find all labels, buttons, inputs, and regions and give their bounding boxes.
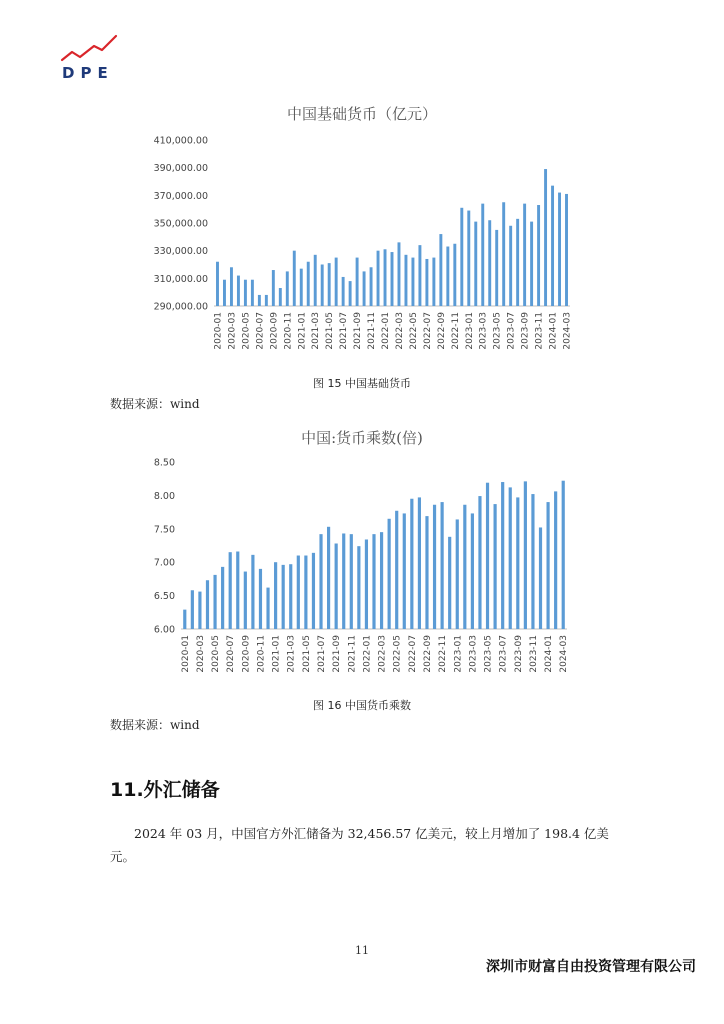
bar — [350, 534, 353, 629]
x-tick-label: 2023-09 — [513, 635, 524, 673]
x-tick-label: 2022-11 — [450, 312, 461, 350]
x-tick-label: 2020-05 — [241, 312, 252, 350]
logo-text: DPE — [62, 64, 114, 82]
bar — [403, 513, 406, 629]
bar — [221, 567, 224, 629]
x-tick-label: 2023-03 — [478, 312, 489, 350]
bar — [509, 487, 512, 629]
section-paragraph: 2024 年 03 月，中国官方外汇储备为 32,456.57 亿美元，较上月增加了 198.4 亿美元。 — [110, 826, 609, 864]
x-tick-label: 2022-01 — [381, 312, 392, 350]
x-tick-label: 2020-03 — [227, 312, 238, 350]
x-tick-label: 2020-03 — [195, 635, 206, 673]
bar — [266, 588, 269, 629]
y-tick-label: 310,000.00 — [153, 273, 208, 285]
x-tick-label: 2023-07 — [498, 635, 509, 673]
bar — [251, 555, 254, 629]
x-tick-label: 2022-05 — [392, 635, 403, 673]
x-tick-label: 2020-09 — [241, 635, 252, 673]
x-tick-label: 2023-05 — [483, 635, 494, 673]
y-tick-label: 370,000.00 — [153, 190, 208, 202]
x-tick-label: 2021-03 — [286, 635, 297, 673]
x-tick-label: 2021-01 — [297, 312, 308, 350]
x-tick-label: 2021-11 — [347, 635, 358, 673]
bar — [478, 496, 481, 629]
bar — [418, 497, 421, 629]
x-tick-label: 2022-07 — [422, 312, 433, 350]
x-tick-label: 2022-03 — [377, 635, 388, 673]
y-tick-label: 330,000.00 — [153, 246, 208, 258]
bar — [183, 610, 186, 629]
bar — [274, 562, 277, 629]
bar — [463, 505, 466, 629]
bar — [539, 527, 542, 629]
y-tick-label: 8.00 — [153, 490, 175, 502]
x-tick-label: 2021-07 — [317, 635, 328, 673]
x-tick-label: 2021-09 — [332, 635, 343, 673]
bar — [524, 481, 527, 629]
x-tick-label: 2023-07 — [506, 312, 517, 350]
x-tick-label: 2023-03 — [468, 635, 479, 673]
bar — [456, 519, 459, 629]
x-tick-label: 2022-07 — [407, 635, 418, 673]
bar — [229, 552, 232, 629]
x-tick-label: 2021-09 — [353, 312, 364, 350]
x-tick-label: 2020-05 — [211, 635, 222, 673]
x-tick-label: 2021-11 — [367, 312, 378, 350]
bar — [554, 491, 557, 629]
x-tick-label: 2023-01 — [453, 635, 464, 673]
y-tick-label: 6.00 — [153, 624, 175, 636]
x-tick-label: 2020-11 — [256, 635, 267, 673]
bar — [244, 572, 247, 629]
bar — [365, 539, 368, 629]
bar — [198, 592, 201, 629]
bar — [531, 494, 534, 629]
x-tick-label: 2024-03 — [562, 312, 573, 350]
x-tick-label: 2020-01 — [213, 312, 224, 350]
page-number: 11 — [355, 944, 369, 957]
bar — [546, 502, 549, 629]
x-tick-label: 2023-01 — [464, 312, 475, 350]
data-source-1: 数据来源：wind — [110, 397, 200, 411]
bar — [448, 537, 451, 629]
y-tick-label: 410,000.00 — [153, 135, 208, 147]
bar — [410, 499, 413, 629]
bar — [342, 533, 345, 629]
bar — [191, 590, 194, 629]
bar — [380, 532, 383, 629]
bar — [206, 580, 209, 629]
bar — [282, 565, 285, 629]
bar — [433, 505, 436, 629]
x-tick-label: 2020-09 — [269, 312, 280, 350]
y-tick-label: 390,000.00 — [153, 163, 208, 175]
bar — [213, 575, 216, 629]
bar — [425, 516, 428, 629]
x-tick-label: 2022-05 — [408, 312, 419, 350]
bar — [395, 511, 398, 629]
y-tick-label: 7.50 — [153, 524, 175, 536]
bar — [516, 497, 519, 629]
x-tick-label: 2023-05 — [492, 312, 503, 350]
x-tick-label: 2024-01 — [548, 312, 559, 350]
x-tick-label: 2022-11 — [438, 635, 449, 673]
x-tick-label: 2023-11 — [528, 635, 539, 673]
company-name: 深圳市财富自由投资管理有限公司 — [486, 959, 696, 975]
chart1-title: 中国基础货币（亿元） — [286, 105, 437, 123]
chart2-title: 中国:货币乘数(倍) — [301, 429, 423, 447]
x-tick-label: 2021-03 — [311, 312, 322, 350]
y-tick-label: 7.00 — [153, 557, 175, 569]
bar — [501, 482, 504, 629]
x-tick-label: 2021-01 — [271, 635, 282, 673]
x-tick-label: 2024-03 — [559, 635, 570, 673]
x-tick-label: 2022-03 — [394, 312, 405, 350]
bar — [562, 481, 565, 629]
bar — [372, 534, 375, 629]
bar — [494, 504, 497, 629]
x-tick-label: 2020-07 — [255, 312, 266, 350]
x-tick-label: 2023-11 — [534, 312, 545, 350]
x-tick-label: 2022-09 — [422, 635, 433, 673]
y-tick-label: 350,000.00 — [153, 218, 208, 230]
bar — [441, 502, 444, 629]
x-tick-label: 2021-05 — [325, 312, 336, 350]
x-tick-label: 2022-01 — [362, 635, 373, 673]
data-source-2: 数据来源：wind — [110, 718, 200, 732]
bar — [236, 552, 239, 629]
bar — [327, 527, 330, 629]
x-tick-label: 2021-07 — [339, 312, 350, 350]
bar — [304, 556, 307, 629]
section-title: 11.外汇储备 — [110, 779, 220, 801]
x-tick-label: 2024-01 — [544, 635, 555, 673]
figure-15-caption: 图 15 中国基础货币 — [313, 377, 411, 390]
bar — [312, 553, 315, 629]
y-tick-label: 290,000.00 — [153, 301, 208, 313]
x-tick-label: 2021-05 — [301, 635, 312, 673]
y-tick-label: 8.50 — [153, 457, 175, 469]
x-tick-label: 2020-11 — [283, 312, 294, 350]
x-tick-label: 2020-01 — [180, 635, 191, 673]
x-tick-label: 2022-09 — [436, 312, 447, 350]
bar — [388, 519, 391, 629]
bar — [297, 556, 300, 629]
bar — [357, 546, 360, 629]
bar — [486, 483, 489, 629]
figure-16-caption: 图 16 中国货币乘数 — [313, 699, 411, 712]
bar — [471, 513, 474, 629]
bar — [289, 564, 292, 629]
x-tick-label: 2023-09 — [520, 312, 531, 350]
y-tick-label: 6.50 — [153, 591, 175, 603]
bar — [259, 569, 262, 629]
bar — [319, 534, 322, 629]
bar — [335, 543, 338, 629]
x-tick-label: 2020-07 — [226, 635, 237, 673]
